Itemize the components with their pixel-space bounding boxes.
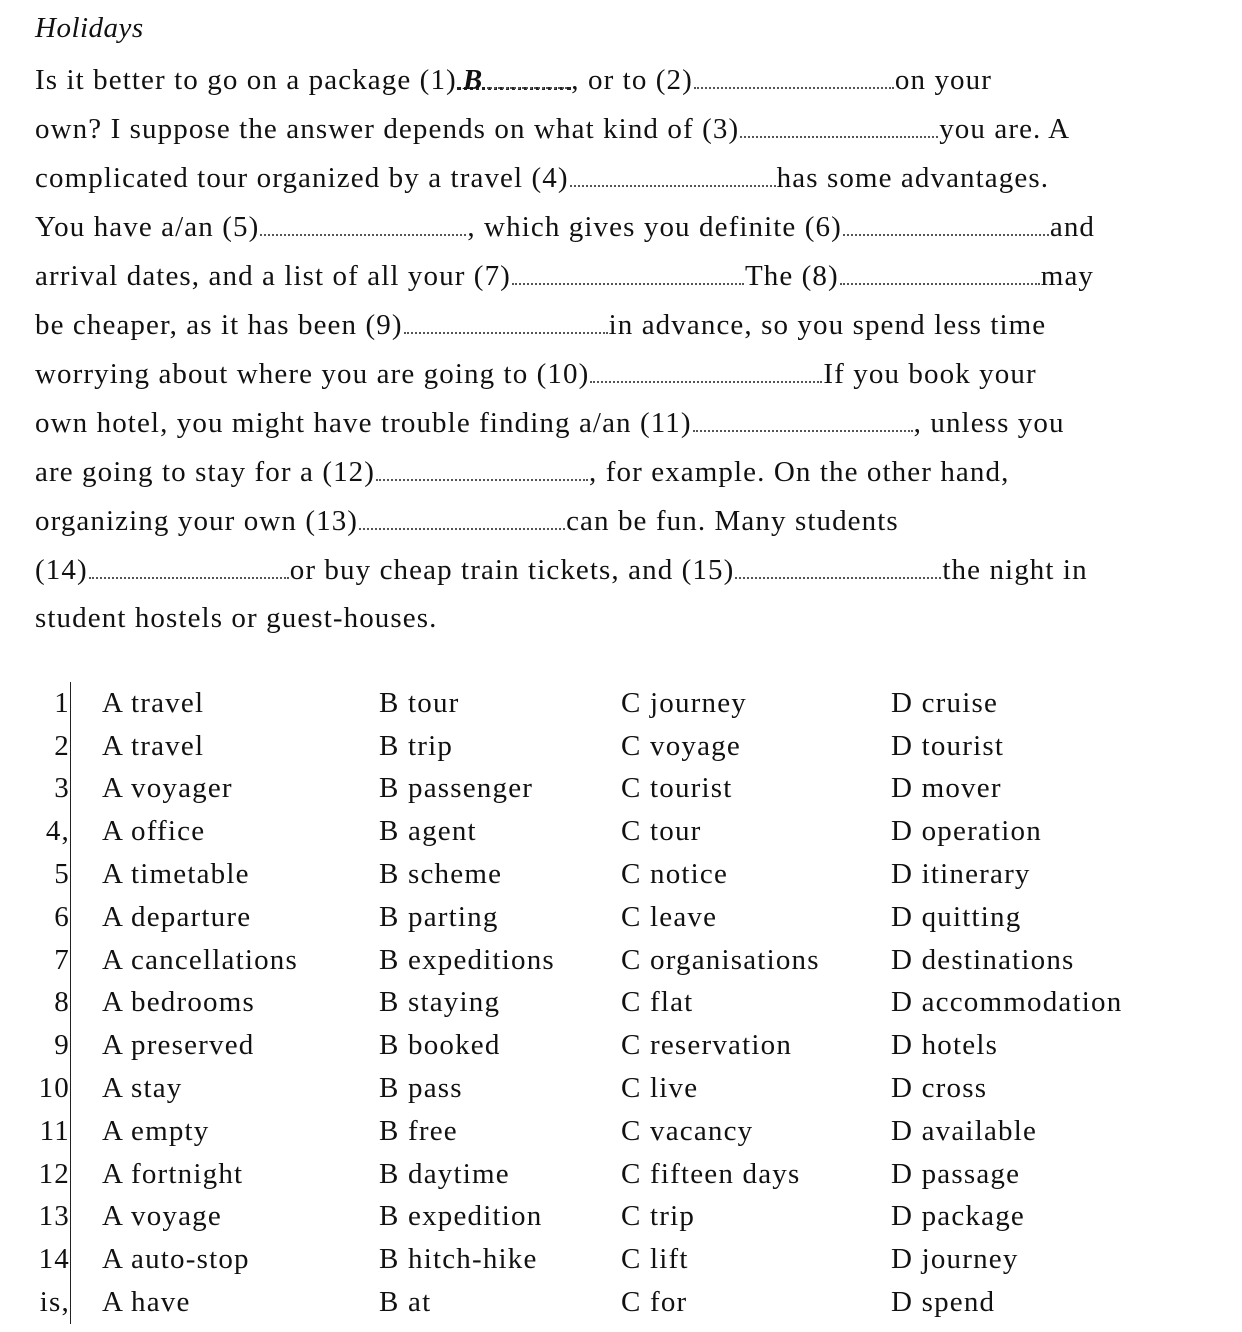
cloze-passage — [35, 57, 1215, 645]
option-b[interactable]: B staying — [379, 986, 501, 1019]
option-d[interactable]: D package — [891, 1200, 1025, 1233]
option-d[interactable]: D itinerary — [891, 858, 1031, 891]
passage-text: on your — [894, 64, 993, 96]
blank-3[interactable] — [740, 106, 938, 138]
passage-text: are going to stay for a (12) — [35, 456, 376, 488]
passage-text: the night in — [942, 554, 1088, 586]
passage-text: complicated tour organized by a travel (4) — [35, 162, 569, 194]
option-a[interactable]: A fortnight — [102, 1157, 244, 1190]
option-a[interactable]: A have — [102, 1286, 191, 1319]
option-a[interactable]: A travel — [102, 729, 205, 762]
option-d[interactable]: D operation — [891, 815, 1042, 848]
option-a[interactable]: A timetable — [102, 858, 250, 891]
passage-line-12 — [35, 596, 1215, 645]
option-a[interactable]: A preserved — [102, 1029, 255, 1062]
option-d[interactable]: D tourist — [891, 729, 1005, 762]
option-d[interactable]: D spend — [891, 1286, 996, 1319]
passage-text: in advance, so you spend less time — [608, 309, 1047, 341]
passage-text: organizing your own (13) — [35, 505, 359, 537]
passage-text: , or to (2) — [571, 64, 693, 96]
option-c[interactable]: C voyage — [621, 729, 741, 762]
option-c[interactable]: C live — [621, 1072, 699, 1105]
option-a[interactable]: A cancellations — [102, 943, 298, 976]
passage-text: or buy cheap train tickets, and (15) — [289, 554, 735, 586]
passage-text: own hotel, you might have trouble finding a/an (11) — [35, 407, 692, 439]
passage-text: , unless you — [913, 407, 1065, 439]
option-row — [34, 810, 1191, 853]
blank-6[interactable] — [843, 204, 1049, 236]
passage-text: student hostels or guest-houses. — [35, 602, 438, 634]
option-b[interactable]: B scheme — [379, 858, 503, 891]
option-c[interactable]: C flat — [621, 986, 694, 1019]
option-b[interactable]: B tour — [379, 686, 460, 719]
question-number: 7 — [34, 939, 71, 982]
blank-5[interactable] — [260, 204, 466, 236]
question-number: is, — [34, 1281, 71, 1324]
option-c[interactable]: C notice — [621, 858, 729, 891]
option-b[interactable]: B free — [379, 1114, 458, 1147]
passage-text: own? I suppose the answer depends on what kind of (3) — [35, 113, 740, 145]
option-row — [34, 1281, 1191, 1324]
passage-text: be cheaper, as it has been (9) — [35, 309, 403, 341]
question-number: 10 — [34, 1067, 71, 1110]
option-b[interactable]: B agent — [379, 815, 477, 848]
options-table — [34, 682, 1192, 1324]
option-row — [34, 1024, 1191, 1067]
passage-text: and — [1049, 211, 1096, 243]
option-a[interactable]: A voyage — [102, 1200, 222, 1233]
question-number: 13 — [34, 1196, 71, 1239]
passage-text: (14) — [35, 554, 88, 586]
question-number: 3 — [34, 768, 71, 811]
option-c[interactable]: C trip — [621, 1200, 696, 1233]
option-c[interactable]: C leave — [621, 900, 718, 933]
passage-line-9 — [35, 449, 1215, 498]
passage-line-5 — [35, 253, 1215, 302]
question-number: 9 — [34, 1024, 71, 1067]
blank-2[interactable] — [694, 57, 894, 89]
passage-text: worrying about where you are going to (10) — [35, 358, 590, 390]
option-row — [34, 1196, 1191, 1239]
passage-text: may — [1040, 260, 1095, 292]
option-d[interactable]: D cruise — [891, 686, 999, 719]
question-number: 1 — [34, 682, 71, 725]
passage-text: Is it better to go on a package (1) — [35, 64, 457, 96]
passage-line-7 — [35, 351, 1215, 400]
passage-text: , which gives you definite (6) — [467, 211, 842, 243]
blank-7[interactable] — [512, 253, 744, 285]
option-row — [34, 896, 1191, 939]
option-d[interactable]: D available — [891, 1114, 1038, 1147]
option-b[interactable]: B booked — [379, 1029, 501, 1062]
blank-4[interactable] — [570, 155, 776, 187]
option-c[interactable]: C reservation — [621, 1029, 793, 1062]
option-d[interactable]: D quitting — [891, 900, 1022, 933]
option-row — [34, 1238, 1191, 1281]
option-c[interactable]: C tour — [621, 815, 702, 848]
question-number: 2 — [34, 725, 71, 768]
option-c[interactable]: C organisations — [621, 943, 820, 976]
option-c[interactable]: C fifteen days — [621, 1157, 801, 1190]
option-b[interactable]: B parting — [379, 900, 499, 933]
question-number: 4, — [34, 810, 71, 853]
option-c[interactable]: C journey — [621, 686, 747, 719]
option-b[interactable]: B trip — [379, 729, 454, 762]
option-a[interactable]: A office — [102, 815, 206, 848]
option-row — [34, 682, 1191, 725]
option-c[interactable]: C tourist — [621, 772, 733, 805]
option-row — [34, 982, 1191, 1025]
option-row — [34, 1067, 1191, 1110]
passage-line-10 — [35, 498, 1215, 547]
option-a[interactable]: A departure — [102, 900, 252, 933]
question-number: 8 — [34, 982, 71, 1025]
option-a[interactable]: A travel — [102, 686, 205, 719]
option-a[interactable]: A stay — [102, 1072, 183, 1105]
option-row — [34, 853, 1191, 896]
blank-12[interactable] — [376, 449, 588, 481]
passage-text: can be fun. Many students — [566, 505, 899, 537]
option-d[interactable]: D journey — [891, 1243, 1019, 1276]
question-number: 6 — [34, 896, 71, 939]
option-d[interactable]: D accommodation — [891, 986, 1123, 1019]
passage-line-2 — [35, 106, 1215, 155]
option-d[interactable]: D mover — [891, 772, 1002, 805]
option-d[interactable]: D passage — [891, 1157, 1021, 1190]
passage-text: You have a/an (5) — [35, 211, 260, 243]
passage-text: arrival dates, and a list of all your (7) — [35, 260, 511, 292]
blank-14[interactable] — [89, 547, 289, 579]
option-row — [34, 1110, 1191, 1153]
option-row — [34, 1153, 1191, 1196]
option-c[interactable]: C vacancy — [621, 1114, 754, 1147]
blank-15[interactable] — [735, 547, 941, 579]
blank-13[interactable] — [359, 498, 565, 530]
option-b[interactable]: B passenger — [379, 772, 534, 805]
option-c[interactable]: C for — [621, 1286, 688, 1319]
passage-line-6 — [35, 302, 1215, 351]
option-b[interactable]: B hitch-hike — [379, 1243, 538, 1276]
blank-1[interactable] — [457, 57, 571, 96]
blank-11[interactable] — [693, 400, 913, 432]
option-d[interactable]: D destinations — [891, 943, 1075, 976]
question-number: 11 — [34, 1110, 71, 1153]
option-row — [34, 939, 1191, 982]
passage-text: you are. A — [939, 113, 1071, 145]
option-d[interactable]: D cross — [891, 1072, 988, 1105]
passage-line-1 — [35, 57, 1143, 106]
blank-9[interactable] — [404, 302, 608, 334]
option-c[interactable]: C lift — [621, 1243, 689, 1276]
option-row — [34, 725, 1191, 768]
passage-text: , for example. On the other hand, — [589, 456, 1010, 488]
question-number: 14 — [34, 1238, 71, 1281]
option-row — [34, 768, 1191, 811]
passage-text: has some advantages. — [776, 162, 1050, 194]
passage-text: The (8) — [744, 260, 839, 292]
option-b[interactable]: B expeditions — [379, 943, 555, 976]
option-a[interactable]: A empty — [102, 1114, 210, 1147]
question-number: 12 — [34, 1153, 71, 1196]
option-a[interactable]: A auto-stop — [102, 1243, 250, 1276]
option-a[interactable]: A voyager — [102, 772, 233, 805]
option-b[interactable]: B pass — [379, 1072, 463, 1105]
blank-10[interactable] — [590, 351, 822, 383]
passage-line-8 — [35, 400, 1215, 449]
option-a[interactable]: A bedrooms — [102, 986, 255, 1019]
passage-line-3 — [35, 155, 1215, 204]
option-b[interactable]: B daytime — [379, 1157, 510, 1190]
blank-8[interactable] — [840, 253, 1040, 285]
passage-line-4 — [35, 204, 1215, 253]
passage-line-11 — [35, 547, 1215, 596]
answer-1: B — [462, 64, 484, 96]
passage-text: If you book your — [823, 358, 1037, 390]
option-b[interactable]: B expedition — [379, 1200, 543, 1233]
option-d[interactable]: D hotels — [891, 1029, 999, 1062]
exercise-title: Holidays — [35, 12, 144, 44]
option-b[interactable]: B at — [379, 1286, 432, 1319]
question-number: 5 — [34, 853, 71, 896]
